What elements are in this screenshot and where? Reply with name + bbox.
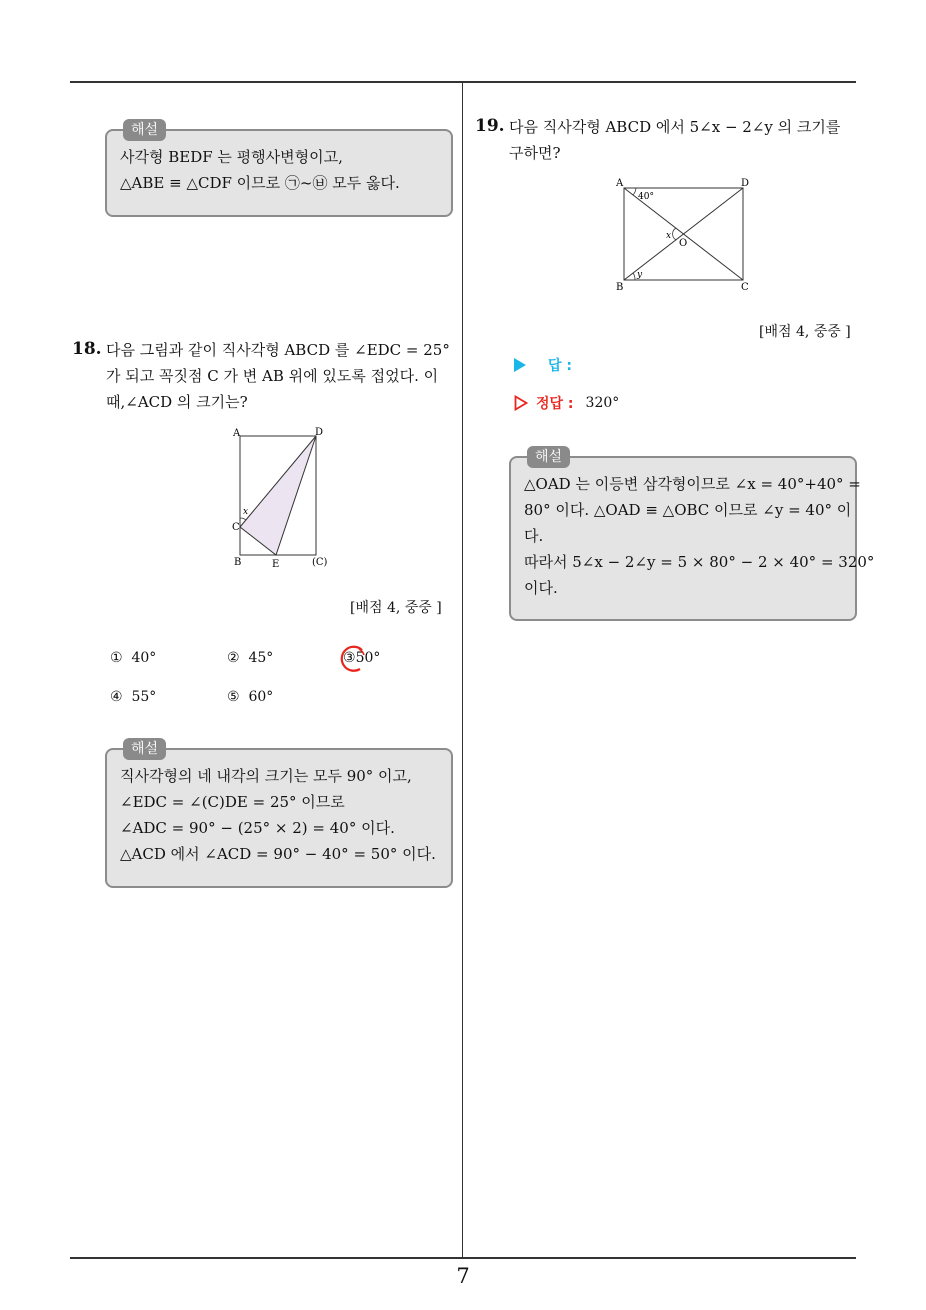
label-angle-40: 40° [638,192,654,202]
bottom-rule [70,1257,856,1259]
column-divider [462,82,463,1258]
question-line: 가 되고 꼭짓점 C 가 변 AB 위에 있도록 접었다. 이 [106,367,439,385]
label-c: C [741,282,749,293]
play-arrow-icon [514,358,526,372]
angle-y-arc [633,273,635,280]
answer-row[interactable] [514,355,572,375]
solution-tag: 해설 [123,738,166,760]
label-o: O [679,238,688,249]
label-x: x [666,231,672,241]
solution-box-19 [509,449,875,621]
selected-answer-circle [335,641,369,675]
angle-x-arc [240,518,246,520]
solution-line: △ACD 에서 ∠ACD = 90° − 40° = 50° 이다. [120,845,436,863]
label-a: A [616,178,624,189]
solution-line: 직사각형의 네 내각의 크기는 모두 90° 이고, [120,767,412,785]
question-line: 때,∠ACD 의 크기는? [106,393,248,411]
choice-value: 60° [248,689,274,705]
question-18-text [106,337,450,415]
solution-line: 80° 이다. △OAD ≡ △OBC 이므로 ∠y = 40° 이 [524,501,852,519]
choice-mark: ⑤ [227,689,240,705]
solution-line: 따라서 5∠x − 2∠y = 5 × 80° − 2 × 40° = 320° [524,553,875,571]
choice-mark: ④ [110,689,123,705]
solution-box-17 [105,122,453,217]
choice-value: 50° [355,650,381,666]
folded-triangle [240,436,316,555]
angle-40-arc [633,188,636,195]
outline-arrow-icon [514,395,528,411]
label-d: D [741,178,750,189]
choice-value: 40° [131,650,157,666]
question-19-number: 19. [475,116,505,136]
choice-4[interactable] [110,689,156,705]
q18-figure [226,424,336,574]
label-c: C [232,522,240,533]
correct-answer-row [514,393,619,413]
solution-line: 다. [524,527,544,545]
question-19-text [509,114,840,166]
solution-line: ∠ADC = 90° − (25° × 2) = 40° 이다. [120,819,395,837]
page-number: 7 [456,1264,470,1288]
q18-meta: [배점 4, 중중 ] [350,600,442,616]
q19-meta: [배점 4, 중중 ] [759,324,851,340]
answer-label: 답 : [548,358,572,374]
choice-mark: ① [110,650,123,666]
correct-answer-label: 정답 : [536,396,574,412]
question-line: 다음 그림과 같이 직사각형 ABCD 를 ∠EDC = 25° [106,341,450,359]
label-e: E [272,559,280,570]
solution-line: 사각형 BEDF 는 평행사변형이고, [120,148,343,166]
choice-1[interactable] [110,650,156,666]
solution-line: △OAD 는 이등변 삼각형이므로 ∠x = 40°+40° = [524,475,861,493]
question-line: 구하면? [509,144,561,162]
label-c-prime: (C) [312,557,328,568]
label-a: A [233,428,241,439]
solution-line: ∠EDC = ∠(C)DE = 25° 이므로 [120,793,345,811]
correct-answer-value: 320° [585,395,620,411]
choice-2[interactable] [227,650,273,666]
question-line: 다음 직사각형 ABCD 에서 5∠x − 2∠y 의 크기를 [509,118,841,136]
q19-figure [610,176,760,294]
question-18-number: 18. [72,339,102,359]
label-b: B [234,557,242,568]
choice-value: 55° [131,689,157,705]
label-d: D [315,427,324,438]
angle-x-arc [673,228,676,240]
solution-tag: 해설 [123,119,166,141]
choice-mark: ② [227,650,240,666]
label-x: x [243,507,249,517]
label-y: y [637,270,643,280]
label-b: B [616,282,624,293]
choice-value: 45° [248,650,274,666]
choice-mark: ③ [343,650,356,666]
solution-line: 이다. [524,579,558,597]
solution-line: △ABE ≡ △CDF 이므로 ㉠~㉥ 모두 옳다. [120,174,400,192]
solution-box-18 [105,741,453,888]
solution-tag: 해설 [527,446,570,468]
choice-5[interactable] [227,689,273,705]
